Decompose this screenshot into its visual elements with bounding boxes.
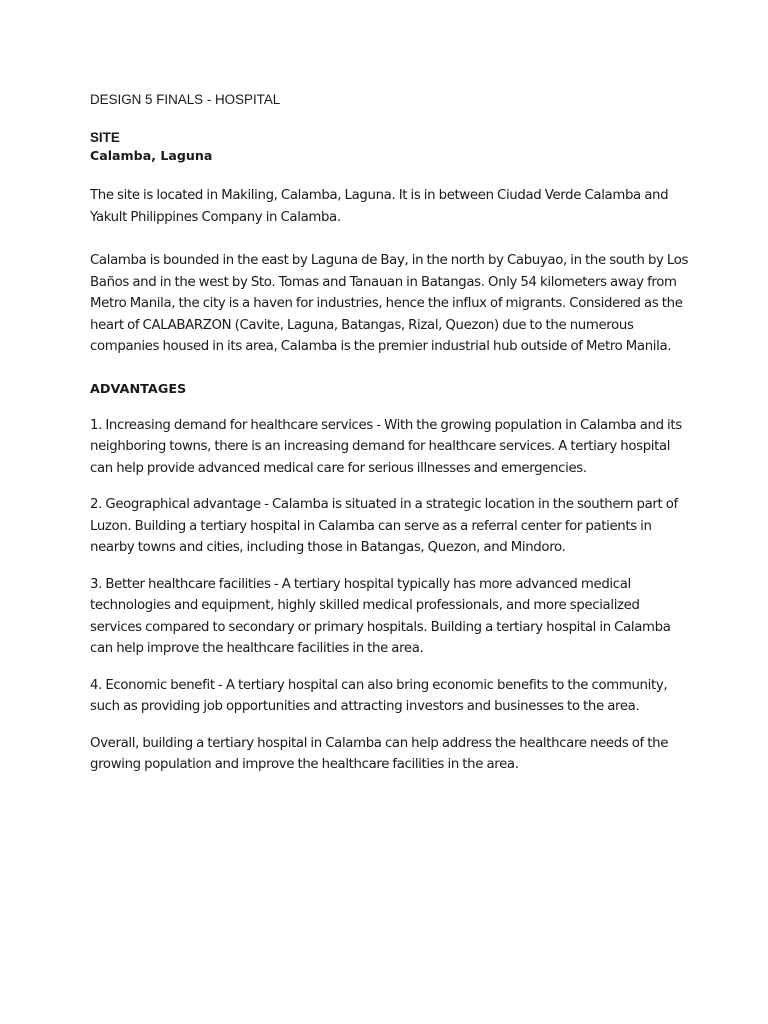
overall-paragraph: Overall, building a tertiary hospital in Calamba can help address the healthcare needs of the growing population and improve the healthcare facilities in the area.: [90, 735, 669, 772]
site-location: Calamba, Laguna: [90, 148, 213, 163]
site-heading: SITE: [90, 130, 120, 145]
advantage-item: 4. Economic benefit - A tertiary hospital can also bring economic benefits to the community, such as providing job opportunities and attracting investors and businesses to the area.: [90, 677, 668, 714]
site-intro-paragraph: The site is located in Makiling, Calamba, Laguna. It is in between Ciudad Verde Calamba and Yakult Philippines Company in Calamba.: [90, 188, 669, 225]
advantage-item: 1. Increasing demand for healthcare services - With the growing population in Calamba and its neighboring towns, there is an increasing demand for healthcare services. A tertiary hospital can help provide advanced medical care for serious illnesses and emergencies.: [90, 417, 682, 476]
document-page: [90, 91, 690, 776]
document-title: DESIGN 5 FINALS - HOSPITAL: [90, 92, 281, 107]
advantage-item: 2. Geographical advantage - Calamba is situated in a strategic location in the southern part of Luzon. Building a tertiary hospital in Calamba can serve as a referral center for patients in nearby towns and cities, including those in Batangas, Quezon, and Mindoro.: [90, 497, 678, 555]
advantages-list: [90, 415, 690, 718]
site-bounds-paragraph: Calamba is bounded in the east by Laguna de Bay, in the north by Cabuyao, in the south by Los Baños and in the west by Sto. Tomas and Tanauan in Batangas. Only 54 kilometers away from Metro Manila, the city is a haven for industries, hence the influx of migrants. Considered as the heart of CALABARZON (Cavite, Laguna, Batangas, Rizal, Quezon) due to the numerous companies housed in its area, Calamba is the premier industrial hub outside of Metro Manila.: [90, 253, 689, 354]
advantage-item: 3. Better healthcare facilities - A tertiary hospital typically has more advanced medical technologies and equipment, highly skilled medical professionals, and more specialized services compared to secondary or primary hospitals. Building a tertiary hospital in Calamba can help improve the healthcare facilities in the area.: [90, 576, 671, 656]
advantages-heading: ADVANTAGES: [90, 381, 187, 397]
